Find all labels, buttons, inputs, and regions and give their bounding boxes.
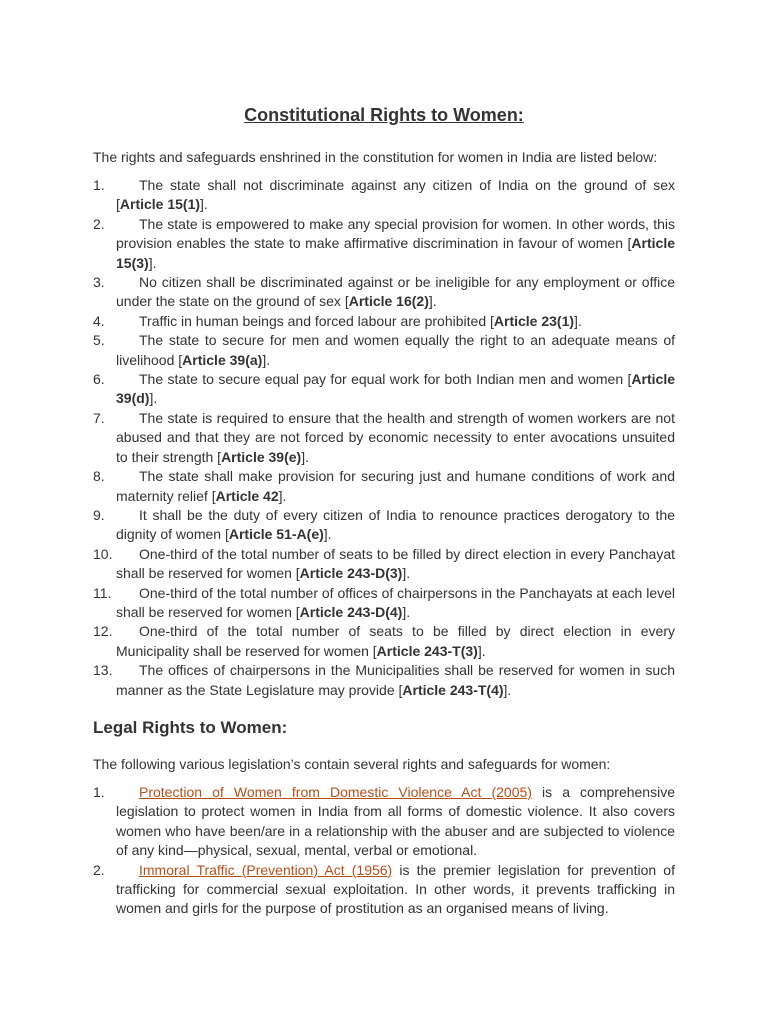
item-text: The state shall not discriminate against any citizen of India on the ground of sex [ (116, 177, 675, 213)
list-item (93, 661, 675, 700)
item-number: 2. (93, 215, 105, 232)
article-reference: Article 243-D(3) (299, 565, 403, 582)
item-text-end: ]. (301, 448, 309, 465)
list-item (93, 861, 675, 919)
item-text: It shall be the duty of every citizen of India to renounce practices derogatory to the dignity of women [ (116, 506, 675, 543)
article-reference: Article 16(2) (348, 293, 429, 310)
item-text: is the premier legislation for prevention of trafficking for commercial sexual exploitation. In other words, it prevents trafficking in women and girls for the purpose of prostitution as an organised means of living. (116, 861, 675, 917)
item-number: 1. (93, 177, 105, 193)
item-number: 13. (93, 662, 113, 679)
item-text: is a comprehensive legislation to protect women in India from all forms of domestic violence. It also covers women who have been/are in a relationship with the abuser and are subjected to violence of any kind—physical, sexual, mental, verbal or emotional. (116, 783, 675, 859)
item-text-end: ]. (402, 565, 411, 582)
item-number: 7. (93, 409, 105, 426)
list-item (93, 467, 675, 506)
item-number: 11. (93, 584, 112, 601)
item-number: 12. (93, 623, 113, 640)
article-reference: Article 39(e) (221, 448, 302, 465)
list-item (93, 312, 675, 331)
item-text: The state is empowered to make any special provision for women. In other words, this provision enables the state to make affirmative discrimination in favour of women [ (116, 215, 675, 252)
item-text-end: ]. (148, 254, 157, 271)
list-item (93, 783, 675, 861)
article-reference: Article 243-D(4) (299, 603, 403, 620)
item-number: 3. (93, 274, 105, 291)
list-item (93, 409, 675, 467)
item-text: The state shall make provision for securing just and humane conditions of work and maternity relief [ (116, 468, 675, 504)
list-item (93, 370, 675, 409)
item-text-end: ]. (574, 312, 582, 329)
item-text-end: ]. (278, 487, 287, 504)
item-text-end: ]. (149, 390, 158, 407)
domestic-violence-act-link[interactable]: Protection of Women from Domestic Violence Act (2005) (139, 783, 532, 800)
item-text-end: ]. (402, 603, 411, 620)
list-item (93, 584, 675, 623)
list-item (93, 545, 675, 584)
legal-rights-heading: Legal Rights to Women: (93, 717, 288, 737)
item-text-end: ]. (428, 293, 437, 310)
list-item (93, 622, 675, 661)
article-reference: Article 39(a) (182, 351, 263, 368)
item-text-end: ]. (200, 196, 208, 213)
item-number: 10. (93, 545, 113, 562)
item-text: No citizen shall be discriminated against or be ineligible for any employment or office under the state on the ground of sex [ (116, 274, 675, 310)
item-text-end: ]. (323, 526, 332, 543)
item-number: 2. (93, 861, 105, 878)
article-reference: Article 15(3) (116, 235, 675, 271)
page-title: Constitutional Rights to Women: (244, 105, 524, 125)
item-number: 8. (93, 468, 105, 485)
intro-paragraph: The rights and safeguards enshrined in the constitution for women in India are listed below: (93, 149, 658, 165)
list-item (93, 215, 675, 273)
list-item (93, 273, 675, 312)
article-reference: Article 15(1) (119, 196, 201, 213)
legal-rights-list (93, 783, 675, 919)
item-text: One-third of the total number of seats to be filled by direct election in every Municipality shall be reserved for women [ (116, 623, 675, 659)
item-text-end: ]. (262, 351, 271, 368)
article-reference: Article 51-A(e) (228, 526, 324, 543)
article-reference: Article 39(d) (116, 371, 675, 407)
document-page (93, 104, 675, 919)
item-text: The state is required to ensure that the health and strength of women workers are not abused and that they are not forced by economic necessity to enter avocations unsuited to their strength [ (116, 409, 675, 465)
item-number: 9. (93, 506, 105, 523)
list-item (93, 331, 675, 370)
item-text: The offices of chairpersons in the Municipalities shall be reserved for women in such manner as the State Legislature may provide [ (116, 662, 675, 698)
item-number: 1. (93, 783, 105, 800)
constitutional-rights-list (93, 176, 675, 700)
list-item (93, 176, 675, 215)
item-text-end: ]. (477, 642, 486, 659)
article-reference: Article 23(1) (493, 312, 575, 329)
article-reference: Article 243-T(4) (402, 681, 504, 698)
legal-intro-paragraph: The following various legislation’s contain several rights and safeguards for women: (93, 755, 611, 772)
list-item (93, 506, 675, 545)
item-text: One-third of the total number of offices of chairpersons in the Panchayats at each level shall be reserved for women [ (116, 584, 675, 620)
item-text-end: ]. (503, 681, 512, 698)
item-number: 5. (93, 332, 105, 349)
item-text: Traffic in human beings and forced labour are prohibited [ (139, 312, 494, 329)
article-reference: Article 42 (215, 487, 279, 504)
immoral-traffic-act-link[interactable]: Immoral Traffic (Prevention) Act (1956) (139, 861, 393, 878)
item-text: The state to secure equal pay for equal work for both Indian men and women [ (139, 371, 632, 388)
item-text: One-third of the total number of seats to be filled by direct election in every Panchayat shall be reserved for women [ (116, 545, 675, 582)
item-number: 6. (93, 371, 105, 388)
item-text: The state to secure for men and women equally the right to an adequate means of livelihood [ (116, 332, 675, 368)
item-number: 4. (93, 312, 105, 329)
article-reference: Article 243-T(3) (376, 642, 478, 659)
